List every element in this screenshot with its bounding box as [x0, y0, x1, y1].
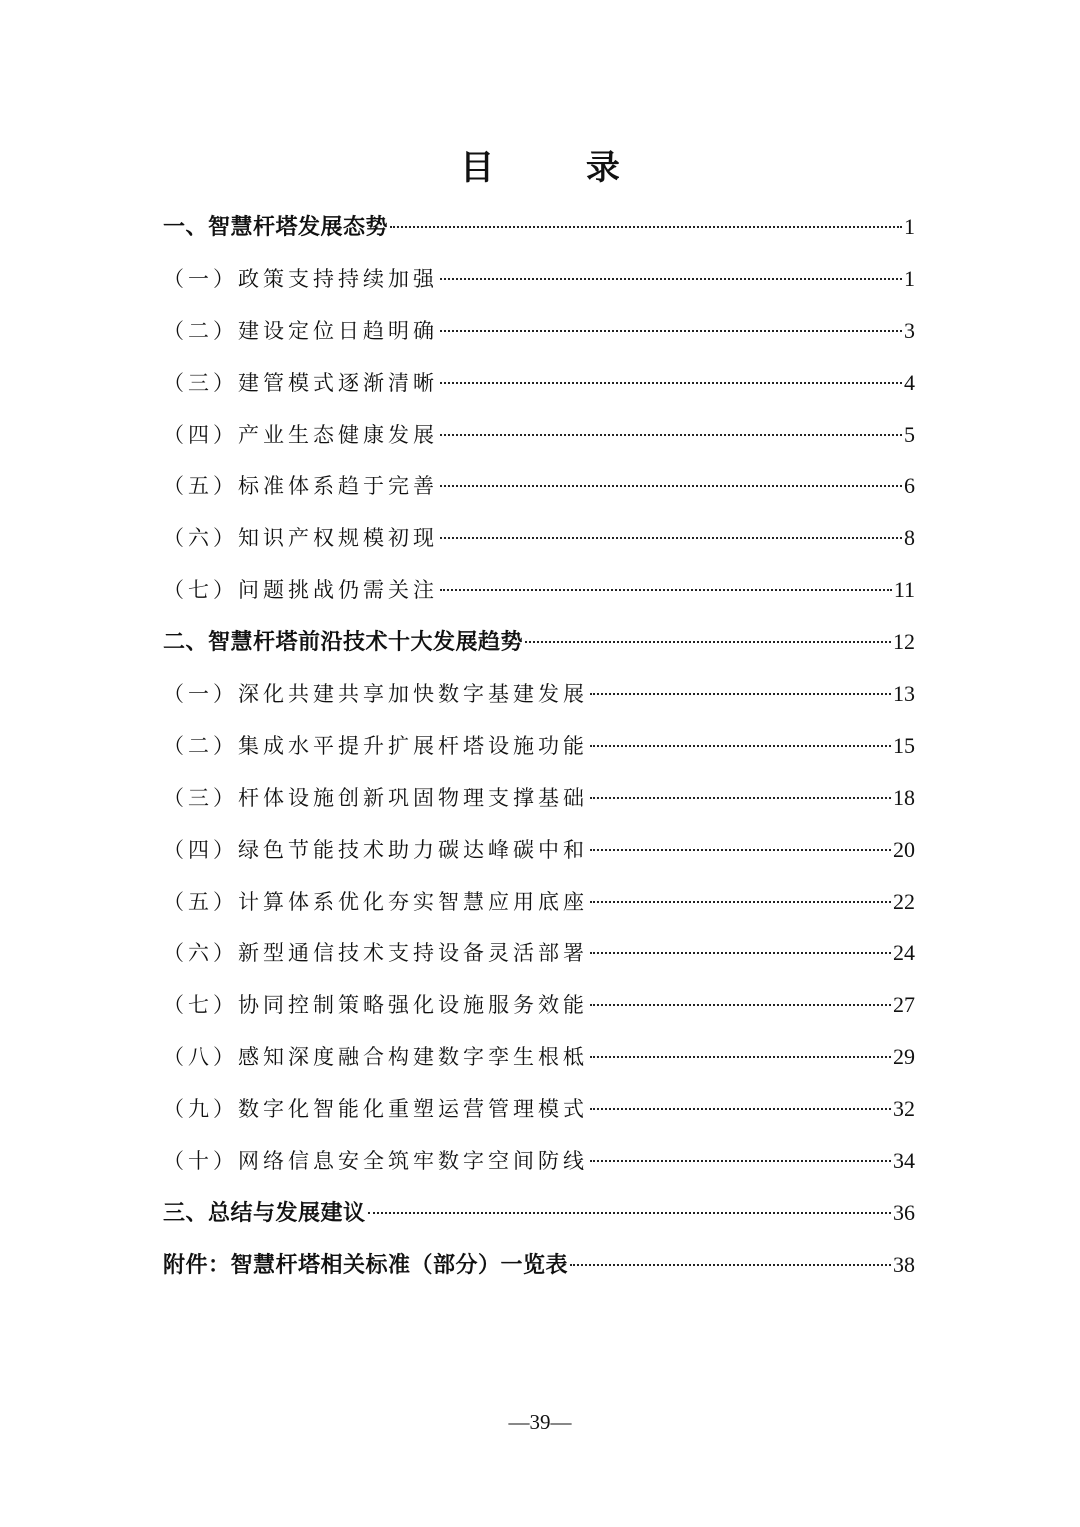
toc-page-number: 1 — [904, 214, 915, 239]
toc-page-number: 8 — [904, 525, 915, 551]
toc-entry-title: （一）深化共建共享加快数字基建发展 — [163, 682, 588, 707]
dot-leader — [590, 693, 891, 695]
table-of-contents — [163, 201, 915, 1291]
toc-section-entry[interactable] — [163, 616, 915, 668]
toc-entry-title: （三）建管模式逐渐清晰 — [163, 370, 438, 395]
toc-subsection-entry[interactable] — [163, 409, 915, 461]
dot-leader — [590, 849, 891, 851]
toc-page-number: 3 — [904, 317, 915, 343]
toc-entry-title: （二）建设定位日趋明确 — [163, 318, 438, 343]
dot-leader — [440, 537, 902, 539]
toc-page-number: 29 — [893, 1044, 915, 1070]
toc-section-entry[interactable] — [163, 1187, 915, 1239]
toc-entry-title: 二、智慧杆塔前沿技术十大发展趋势 — [163, 630, 524, 656]
toc-subsection-entry[interactable] — [163, 1083, 915, 1135]
toc-subsection-entry[interactable] — [163, 357, 915, 409]
toc-entry-title: （五）计算体系优化夯实智慧应用底座 — [163, 889, 588, 914]
toc-subsection-entry[interactable] — [163, 720, 915, 772]
dot-leader — [368, 1212, 891, 1214]
dot-leader — [590, 745, 891, 747]
dot-leader — [590, 1056, 891, 1058]
toc-section-entry[interactable] — [163, 1239, 915, 1291]
toc-entry-title: （三）杆体设施创新巩固物理支撑基础 — [163, 785, 588, 810]
toc-page-number: 6 — [904, 473, 915, 499]
toc-page-number: 12 — [893, 629, 915, 655]
toc-page-number: 38 — [893, 1251, 915, 1277]
toc-page-number: 11 — [893, 577, 915, 603]
toc-entry-title: （八）感知深度融合构建数字孪生根柢 — [163, 1045, 588, 1070]
dot-leader — [590, 1160, 891, 1162]
toc-subsection-entry[interactable] — [163, 824, 915, 876]
dot-leader — [590, 1004, 891, 1006]
toc-subsection-entry[interactable] — [163, 253, 915, 305]
toc-entry-title: 三、总结与发展建议 — [163, 1200, 366, 1226]
toc-page-number: 5 — [904, 421, 915, 447]
toc-subsection-entry[interactable] — [163, 979, 915, 1031]
toc-page-number: 4 — [904, 369, 915, 395]
toc-page-number: 18 — [893, 784, 915, 810]
toc-entry-title: （六）知识产权规模初现 — [163, 526, 438, 551]
toc-entry-title: （七）协同控制策略强化设施服务效能 — [163, 993, 588, 1018]
toc-page-number: 13 — [893, 681, 915, 707]
dot-leader — [525, 641, 891, 643]
toc-subsection-entry[interactable] — [163, 1031, 915, 1083]
dot-leader — [440, 382, 902, 384]
toc-page-number: 1 — [904, 265, 915, 291]
toc-subsection-entry[interactable] — [163, 876, 915, 928]
toc-subsection-entry[interactable] — [163, 512, 915, 564]
toc-entry-title: 附件：智慧杆塔相关标准（部分）一览表 — [163, 1252, 569, 1278]
toc-page-number: 15 — [893, 732, 915, 758]
toc-page-number: 22 — [893, 888, 915, 914]
toc-section-entry[interactable] — [163, 201, 915, 253]
dot-leader — [440, 589, 892, 591]
toc-subsection-entry[interactable] — [163, 668, 915, 720]
page-title: 目 录 — [460, 148, 660, 188]
toc-subsection-entry[interactable] — [163, 564, 915, 616]
toc-subsection-entry[interactable] — [163, 460, 915, 512]
toc-subsection-entry[interactable] — [163, 927, 915, 979]
toc-entry-title: （六）新型通信技术支持设备灵活部署 — [163, 941, 588, 966]
dot-leader — [440, 330, 902, 332]
toc-page-number: 36 — [893, 1199, 915, 1225]
dot-leader — [590, 1108, 891, 1110]
toc-entry-title: （一）政策支持持续加强 — [163, 266, 438, 291]
toc-entry-title: （七）问题挑战仍需关注 — [163, 578, 438, 603]
page-number-footer: —39— — [508, 1410, 572, 1434]
toc-page-number: 20 — [893, 836, 915, 862]
toc-subsection-entry[interactable] — [163, 772, 915, 824]
dot-leader — [570, 1264, 891, 1266]
toc-entry-title: 一、智慧杆塔发展态势 — [163, 215, 389, 240]
toc-entry-title: （九）数字化智能化重塑运营管理模式 — [163, 1097, 588, 1122]
dot-leader — [440, 278, 902, 280]
dot-leader — [590, 797, 891, 799]
toc-page-number: 34 — [893, 1148, 915, 1174]
dot-leader — [440, 485, 902, 487]
dot-leader — [440, 434, 902, 436]
toc-entry-title: （四）产业生态健康发展 — [163, 422, 438, 447]
toc-subsection-entry[interactable] — [163, 305, 915, 357]
toc-entry-title: （二）集成水平提升扩展杆塔设施功能 — [163, 733, 588, 758]
toc-page-number: 24 — [893, 940, 915, 966]
dot-leader — [390, 226, 902, 228]
toc-entry-title: （五）标准体系趋于完善 — [163, 474, 438, 499]
dot-leader — [590, 901, 891, 903]
toc-page-number: 32 — [893, 1096, 915, 1122]
toc-entry-title: （十）网络信息安全筑牢数字空间防线 — [163, 1149, 588, 1174]
toc-entry-title: （四）绿色节能技术助力碳达峰碳中和 — [163, 837, 588, 862]
toc-page-number: 27 — [893, 992, 915, 1018]
toc-subsection-entry[interactable] — [163, 1135, 915, 1187]
dot-leader — [590, 952, 891, 954]
